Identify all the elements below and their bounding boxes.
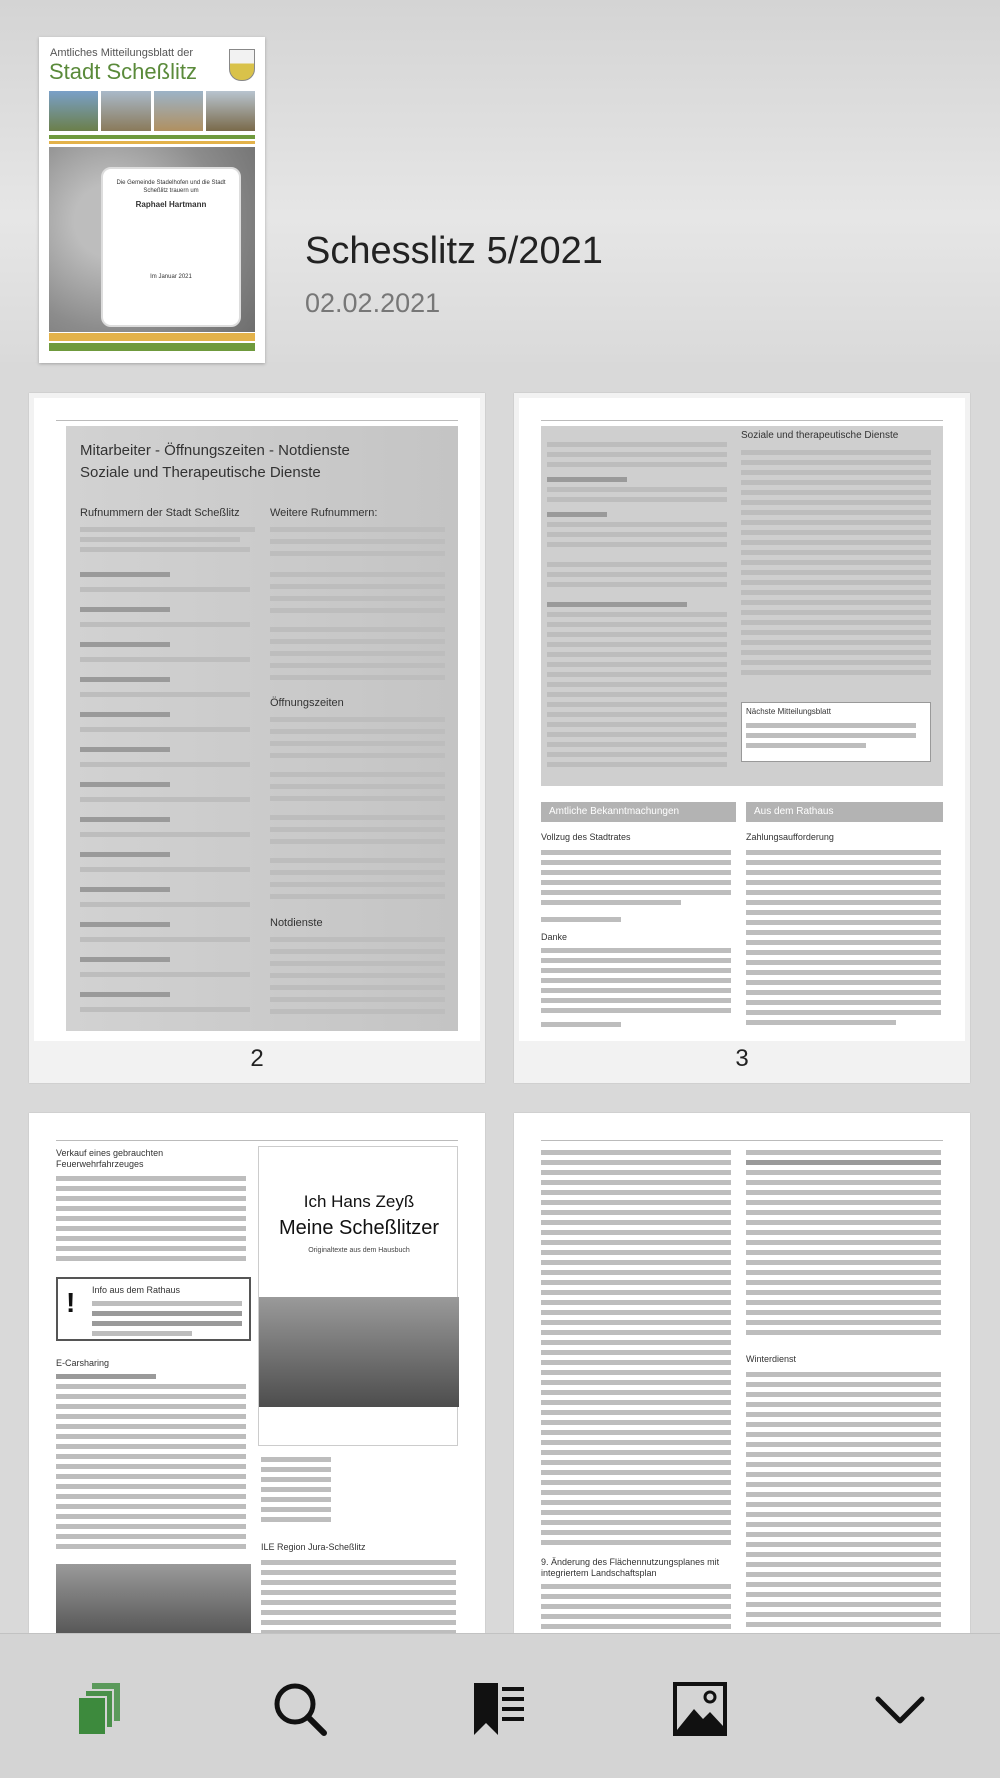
search-button[interactable] <box>260 1669 340 1749</box>
page-thumbnail-5[interactable] <box>514 1113 970 1633</box>
page-thumbnail-3[interactable] <box>514 393 970 1083</box>
collapse-button[interactable] <box>860 1669 940 1749</box>
cover-obituary-card: Die Gemeinde Stadelhofen und die Stadt Scheßlitz trauern um Raphael Hartmann Im Januar 2021 <box>101 167 241 327</box>
issue-title: Schesslitz 5/2021 <box>305 230 603 272</box>
issue-header <box>0 0 1000 362</box>
bottom-toolbar <box>0 1633 1000 1778</box>
pages-button[interactable] <box>60 1669 140 1749</box>
page-number: 2 <box>250 1045 264 1072</box>
page-image: Verkauf eines gebrauchten Feuerwehrfahrzeuges ! Info aus dem Rathaus E-Carsharing Ich Hans Zeyß Meine Scheßlitzer Originaltexte aus dem Hausbuch ILE Region Jura-Scheßlitz <box>34 1118 480 1633</box>
page-thumbnail-2[interactable] <box>29 393 485 1083</box>
page-image: 9. Änderung des Flächennutzungsplanes mit integriertem Landschaftsplan Winterdienst <box>519 1118 965 1633</box>
chevron-down-icon <box>870 1679 930 1739</box>
car-photo <box>56 1564 251 1633</box>
page-thumbnail-4[interactable] <box>29 1113 485 1633</box>
bookmarks-button[interactable] <box>460 1669 540 1749</box>
cover-title: Stadt Scheßlitz <box>49 59 197 84</box>
issue-cover-thumbnail[interactable] <box>39 37 265 363</box>
pages-icon <box>70 1679 130 1739</box>
issue-date: 02.02.2021 <box>305 288 441 318</box>
coat-of-arms-icon <box>229 49 255 81</box>
page-image: Soziale und therapeutische Dienste Nächste Mitteilungsblatt Amtliche Bekanntmachungen Aus dem Rathaus Vollzug des Stadtrates Zahlungsaufforderung Danke <box>519 398 965 1041</box>
images-button[interactable] <box>660 1669 740 1749</box>
search-icon <box>270 1679 330 1739</box>
page-image: Mitarbeiter - Öffnungszeiten - Notdienste Soziale und Therapeutische Dienste Rufnummern der Stadt Scheßlitz Weitere Rufnummern: Öffnungszeiten Notdienste <box>34 398 480 1041</box>
bookmarks-icon <box>470 1679 530 1739</box>
landscape-photo <box>259 1297 459 1407</box>
cover-card-name: Raphael Hartmann <box>135 199 207 209</box>
cover-subtitle: Amtliches Mitteilungsblatt der <box>50 47 194 59</box>
cover-photo-strip <box>49 91 255 131</box>
image-icon <box>670 1679 730 1739</box>
page-number: 3 <box>735 1045 749 1072</box>
